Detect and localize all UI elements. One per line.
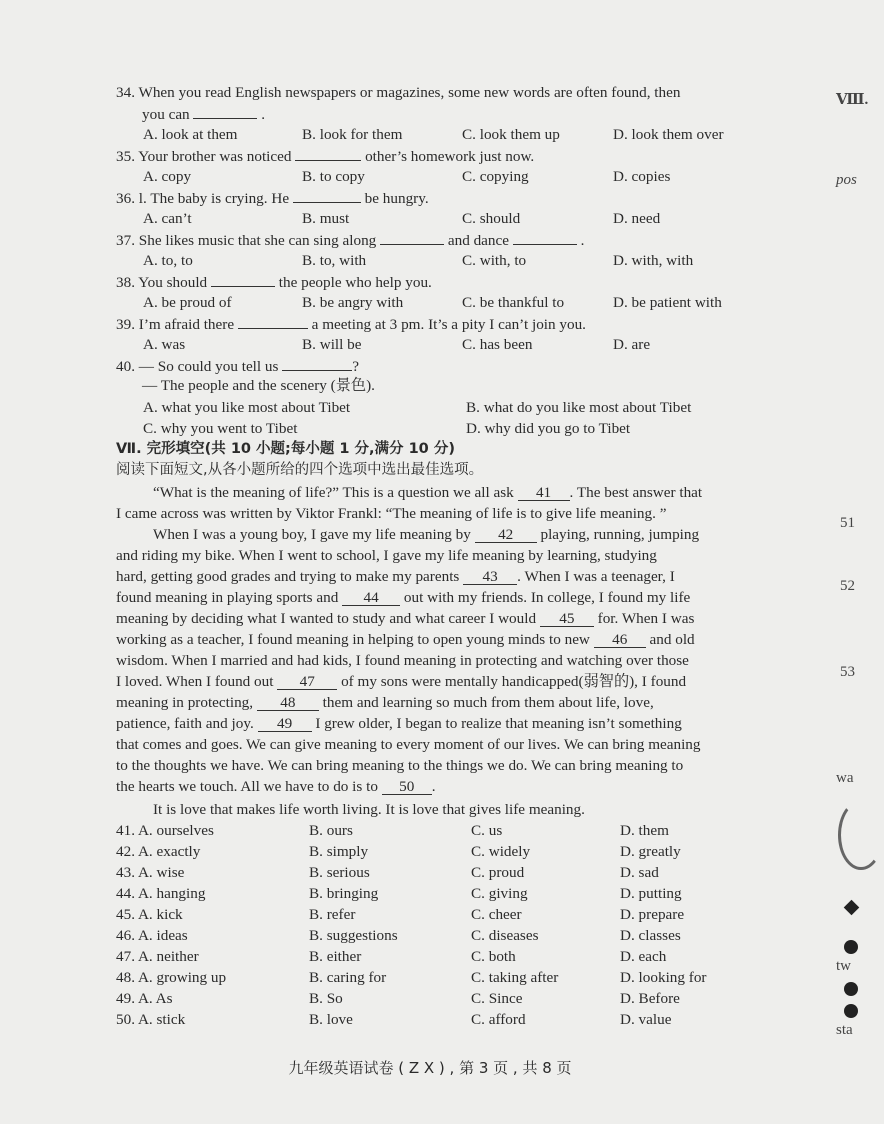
answer-blank — [513, 229, 577, 245]
option-d: D. with, with — [613, 252, 694, 269]
blank-49: 49 — [258, 716, 312, 732]
cloze-option-b: B. either — [309, 948, 362, 965]
cloze-option-c: C. widely — [471, 843, 531, 860]
blank-42: 42 — [475, 527, 537, 543]
section-heading: Ⅶ. 完形填空(共 10 小题;每小题 1 分,满分 10 分) — [116, 441, 455, 457]
option-c: C. why you went to Tibet — [143, 420, 298, 437]
cloze-option-b: B. refer — [309, 906, 356, 923]
option-a: A. copy — [143, 168, 192, 185]
cloze-option-d: D. classes — [620, 927, 681, 944]
cloze-option-a: 49. A. As — [116, 990, 173, 1007]
option-c: C. look them up — [462, 126, 560, 143]
edge-fragment: tw — [836, 958, 851, 974]
question-40-reply: — The people and the scenery (景色). — [142, 377, 375, 394]
option-b: B. what do you like most about Tibet — [466, 399, 692, 416]
cloze-option-a: 41. A. ourselves — [116, 822, 214, 839]
option-c: C. has been — [462, 336, 533, 353]
cloze-option-b: B. serious — [309, 864, 370, 881]
cloze-option-c: C. cheer — [471, 906, 522, 923]
cloze-option-a: 48. A. growing up — [116, 969, 227, 986]
dot-bullet-icon — [844, 1004, 858, 1018]
option-c: C. should — [462, 210, 521, 227]
cloze-option-a: 42. A. exactly — [116, 843, 201, 860]
edge-fragment: wa — [836, 770, 854, 786]
passage-line: meaning in protecting, 48 them and learning so much from them about life, love, — [116, 694, 654, 711]
passage-line: I came across was written by Viktor Frankl: “The meaning of life is to give life meaning. ” — [116, 505, 667, 522]
cloze-option-a: 44. A. hanging — [116, 885, 206, 902]
cloze-option-c: C. both — [471, 948, 516, 965]
section-instruction: 阅读下面短文,从各小题所给的四个选项中选出最佳选项。 — [116, 462, 484, 478]
option-d: D. copies — [613, 168, 671, 185]
option-c: C. copying — [462, 168, 529, 185]
question-39: 39. I’m afraid there a meeting at 3 pm. It’s a pity I can’t join you. — [116, 313, 586, 335]
edge-fragment: pos — [836, 172, 857, 188]
passage-line: working as a teacher, I found meaning in helping to open young minds to new 46 and old — [116, 631, 695, 648]
blank-50: 50 — [382, 779, 432, 795]
passage-line: and riding my bike. When I went to school, I gave my life meaning by learning, studying — [116, 547, 657, 564]
option-d: D. need — [613, 210, 661, 227]
cloze-option-d: D. value — [620, 1011, 672, 1028]
question-stem: you can — [142, 106, 190, 123]
cloze-option-a: 45. A. kick — [116, 906, 183, 923]
cloze-option-c: C. taking after — [471, 969, 559, 986]
option-d: D. are — [613, 336, 651, 353]
option-c: C. be thankful to — [462, 294, 565, 311]
cloze-option-b: B. bringing — [309, 885, 379, 902]
passage-line: found meaning in playing sports and 44 out with my friends. In college, I found my life — [116, 589, 691, 606]
cloze-option-b: B. So — [309, 990, 343, 1007]
answer-blank — [211, 271, 275, 287]
edge-arc-decoration — [838, 800, 884, 870]
question-34 — [116, 82, 680, 103]
cloze-option-d: D. sad — [620, 864, 659, 881]
option-b: B. will be — [302, 336, 362, 353]
option-a: A. to, to — [143, 252, 193, 269]
cloze-option-a: 43. A. wise — [116, 864, 185, 881]
question-34-line2: you can . — [142, 103, 265, 125]
cloze-option-b: B. ours — [309, 822, 353, 839]
cloze-option-d: D. prepare — [620, 906, 685, 923]
edge-fragment: Ⅷ. — [836, 92, 869, 108]
answer-blank — [193, 103, 257, 119]
passage-line: patience, faith and joy. 49 I grew older, I began to realize that meaning isn’t something — [116, 715, 682, 732]
answer-blank — [238, 313, 308, 329]
option-a: A. was — [143, 336, 186, 353]
blank-44: 44 — [342, 590, 400, 606]
passage-line: meaning by deciding what I wanted to study and what career I would 45 for. When I was — [116, 610, 695, 627]
page-footer: 九年级英语试卷 ( Z X ) , 第 3 页 , 共 8 页 — [288, 1059, 572, 1077]
cloze-option-d: D. each — [620, 948, 667, 965]
cloze-option-b: B. suggestions — [309, 927, 398, 944]
passage-line: wisdom. When I married and had kids, I found meaning in protecting and watching over those — [116, 652, 689, 669]
answer-blank — [295, 145, 361, 161]
cloze-option-c: C. us — [471, 822, 503, 839]
answer-blank — [293, 187, 361, 203]
blank-47: 47 — [277, 674, 337, 690]
answer-blank — [282, 355, 352, 371]
cloze-option-a: 47. A. neither — [116, 948, 199, 965]
dot-bullet-icon — [844, 940, 858, 954]
option-b: B. must — [302, 210, 350, 227]
blank-45: 45 — [540, 611, 594, 627]
option-a: A. can’t — [143, 210, 192, 227]
question-38: 38. You should the people who help you. — [116, 271, 432, 293]
passage-line: It is love that makes life worth living. It is love that gives life meaning. — [153, 801, 585, 818]
diamond-bullet-icon — [844, 900, 860, 916]
edge-fragment: sta — [836, 1022, 853, 1038]
cloze-option-c: C. Since — [471, 990, 523, 1007]
cloze-option-d: D. putting — [620, 885, 682, 902]
cloze-option-d: D. Before — [620, 990, 680, 1007]
cloze-option-d: D. looking for — [620, 969, 707, 986]
blank-48: 48 — [257, 695, 319, 711]
passage-line: that comes and goes. We can give meaning to every moment of our lives. We can bring meaning — [116, 736, 701, 753]
option-d: D. be patient with — [613, 294, 722, 311]
passage-line: When I was a young boy, I gave my life meaning by 42 playing, running, jumping — [153, 526, 700, 543]
cloze-option-d: D. greatly — [620, 843, 681, 860]
passage-line: “What is the meaning of life?” This is a question we all ask 41 . The best answer that — [153, 484, 703, 501]
option-c: C. with, to — [462, 252, 527, 269]
blank-43: 43 — [463, 569, 517, 585]
option-a: A. look at them — [143, 126, 238, 143]
question-37: 37. She likes music that she can sing along and dance . — [116, 229, 584, 251]
option-d: D. why did you go to Tibet — [466, 420, 631, 437]
dot-bullet-icon — [844, 982, 858, 996]
option-b: B. be angry with — [302, 294, 404, 311]
blank-46: 46 — [594, 632, 646, 648]
question-40: 40. — So could you tell us ? — [116, 355, 359, 377]
option-a: A. be proud of — [143, 294, 232, 311]
question-stem: 34. When you read English newspapers or magazines, some new words are often found, then — [116, 84, 681, 101]
answer-blank — [380, 229, 444, 245]
passage-line: I loved. When I found out 47 of my sons were mentally handicapped(弱智的), I found — [116, 673, 687, 690]
blank-41: 41 — [518, 485, 570, 501]
cloze-option-c: C. afford — [471, 1011, 526, 1028]
edge-fragment: 53 — [840, 664, 855, 680]
option-b: B. to, with — [302, 252, 367, 269]
cloze-option-b: B. simply — [309, 843, 369, 860]
question-36: 36. l. The baby is crying. He be hungry. — [116, 187, 429, 209]
option-b: B. look for them — [302, 126, 403, 143]
cloze-option-d: D. them — [620, 822, 669, 839]
cloze-option-c: C. diseases — [471, 927, 539, 944]
option-b: B. to copy — [302, 168, 365, 185]
option-d: D. look them over — [613, 126, 724, 143]
option-a: A. what you like most about Tibet — [143, 399, 351, 416]
cloze-option-a: 50. A. stick — [116, 1011, 186, 1028]
edge-fragment: 51 — [840, 515, 855, 531]
passage-line: the hearts we touch. All we have to do is to 50 . — [116, 778, 436, 795]
question-35: 35. Your brother was noticed other’s homework just now. — [116, 145, 534, 167]
cloze-option-b: B. caring for — [309, 969, 387, 986]
cloze-option-c: C. giving — [471, 885, 528, 902]
cloze-option-c: C. proud — [471, 864, 525, 881]
edge-fragment: 52 — [840, 578, 855, 594]
passage-line: hard, getting good grades and trying to make my parents 43 . When I was a teenager, I — [116, 568, 675, 585]
cloze-option-a: 46. A. ideas — [116, 927, 188, 944]
passage-line: to the thoughts we have. We can bring meaning to the things we do. We can bring meaning to — [116, 757, 684, 774]
cloze-option-b: B. love — [309, 1011, 353, 1028]
